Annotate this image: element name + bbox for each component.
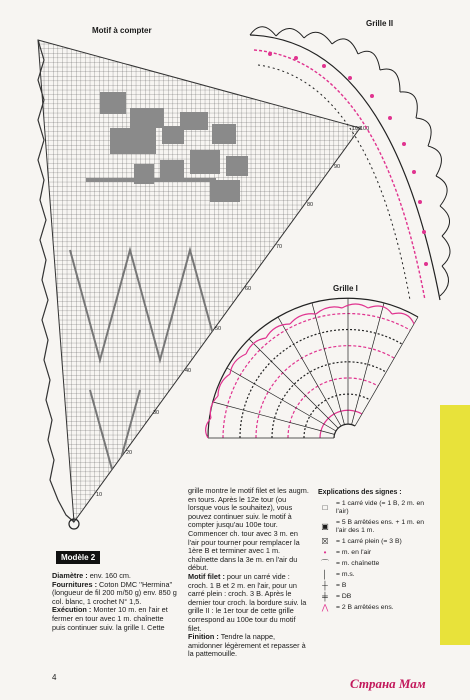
execution-value: Monter 10 m. en l'air et fermer en tour avec 1 m. chaînette puis continuer suiv. la grille I. Cette xyxy=(52,605,168,632)
legend-item xyxy=(318,560,430,568)
legend-text: = m.s. xyxy=(336,571,355,578)
double-crochet-icon: ┼ xyxy=(322,581,328,590)
diametre-value: env. 160 cm. xyxy=(87,571,131,580)
legend-item xyxy=(318,604,430,612)
finition-label: Finition : xyxy=(188,632,219,642)
fournitures-label: Fournitures : xyxy=(52,579,97,589)
legend-text: = 1 carré vide (= 1 B, 2 m. en l'air) xyxy=(336,500,425,515)
row-number: 10 xyxy=(96,492,103,498)
legend-item xyxy=(318,549,430,557)
legend xyxy=(318,489,430,615)
legend-text: = B xyxy=(336,582,347,589)
grille2-title: Grille II xyxy=(366,19,394,28)
instructions-middle xyxy=(188,487,310,659)
page-number: 4 xyxy=(52,673,57,682)
row-number: 60 xyxy=(245,286,252,292)
model-badge: Modèle 2 xyxy=(56,551,100,564)
empty-square-icon: □ xyxy=(322,503,328,512)
legend-text: = 5 B arrêtées ens. + 1 m. en l'air des 1 m. xyxy=(336,519,425,534)
grille2-diagram xyxy=(240,20,460,310)
motif-title: Motif à compter xyxy=(92,26,152,35)
legend-item xyxy=(318,582,430,590)
row-number: 90 xyxy=(334,164,341,170)
row-number: 50 xyxy=(215,326,222,332)
row-number: 30 xyxy=(153,410,160,416)
cluster-icon: ⋀ xyxy=(321,603,329,612)
legend-text: = m. chaînette xyxy=(336,560,380,567)
grille-paragraph: grille montre le motif filet et les augm. en tours. Après le 12e tour (ou lorsque vous le souhaitez), vous pouvez continuer suiv. le motif à compter jusqu'au 100e tour. Commencer ch. tour avec 3 m. en l'air pour tourner pour remplacer la 1ère B et terminer avec 1 m. chaînette dans la 3e m. en l'air du début. xyxy=(188,486,309,573)
diametre-label: Diamètre : xyxy=(52,571,88,580)
legend-item xyxy=(318,519,430,535)
grille1-diagram xyxy=(198,288,438,488)
row-number: 20 xyxy=(126,450,133,456)
watermark: Страна Мам xyxy=(350,676,426,691)
side-bar xyxy=(440,405,470,645)
row-number: 70 xyxy=(276,244,283,250)
legend-item xyxy=(318,538,430,546)
legend-item xyxy=(318,571,430,579)
motif-filet-label: Motif filet : xyxy=(188,571,225,581)
motif-filet-value: pour un carré vide : croch. 1 B et 2 m. en l'air, pour un carré plein : croch. 3 B. Après le dernier tour croch. la bordure suiv. la grille II : le 1er tour de cette grille correspond au 100e tour du motif filet. xyxy=(188,571,307,633)
single-crochet-icon: │ xyxy=(322,570,328,579)
instructions-left xyxy=(52,572,177,632)
legend-text: = m. en l'air xyxy=(336,549,372,556)
legend-text: = 2 B arrêtées ens. xyxy=(336,604,394,611)
legend-text: = DB xyxy=(336,593,352,600)
row-number: 80 xyxy=(307,202,314,208)
legend-item xyxy=(318,593,430,601)
grille2-row-number: 100 xyxy=(352,126,362,132)
arc-icon: ⌒ xyxy=(321,559,329,568)
finition-value: Tendre la nappe, amidonner légèrement et repasser à la pattemouille. xyxy=(188,632,306,659)
legend-item xyxy=(318,500,430,516)
dot-icon: • xyxy=(323,548,327,557)
grille1-title: Grille I xyxy=(333,284,358,293)
execution-label: Exécution : xyxy=(52,605,92,615)
legend-text: = 1 carré plein (= 3 B) xyxy=(336,538,402,545)
row-number: 40 xyxy=(185,368,192,374)
row-number: 100 xyxy=(360,126,370,132)
treble-crochet-icon: ╪ xyxy=(322,592,328,601)
dot-square-icon: ▣ xyxy=(321,522,329,531)
legend-title: Explications des signes : xyxy=(318,489,402,496)
fournitures-value: Coton DMC ''Hermina'' (longueur de fil 200 m/50 g) env. 850 g col. blanc, 1 crochet N° 1,5. xyxy=(52,579,177,606)
filled-square-icon: ☒ xyxy=(321,537,329,546)
